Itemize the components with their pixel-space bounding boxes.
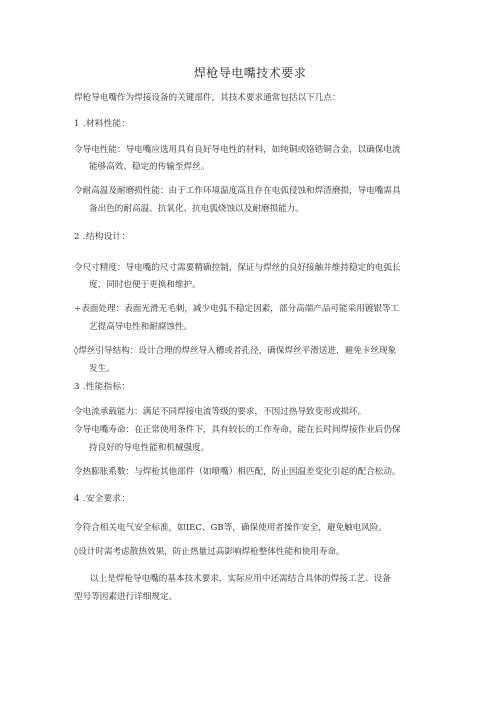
section-2-heading: 2 .结构设计： <box>74 232 131 242</box>
section-1-item-2-line-2: 备出色的耐高温、抗氧化、抗电弧烧蚀以及耐磨损能力。 <box>89 204 304 214</box>
section-2-item-1-line-1: 令尺寸精度：导电嘴的尺寸需要精确控制，保证与焊丝的良好接触并维持稳定的电弧长 <box>74 263 401 273</box>
document-title: 焊枪导电嘴技术要求 <box>193 66 307 80</box>
closing-line-2: 型号等因素进行详细规定。 <box>74 592 178 602</box>
section-3-heading: 3 .性能指标： <box>74 382 131 392</box>
section-2-item-2-line-1: ÷表面处理：表面光滑无毛刺，减少电弧不稳定因素，部分高端产品可能采用镀银等工 <box>74 304 400 314</box>
section-2-item-1-line-2: 度，同时也便于更换和维护。 <box>89 280 201 290</box>
section-4-item-1-line-1: 令符合相关电气安全标准，如IEC、GB等，确保使用者操作安全，避免触电风险。 <box>74 523 388 533</box>
closing-line-1: 以上是焊枪导电嘴的基本技术要求，实际应用中还需结合具体的焊接工艺、设备 <box>90 574 391 584</box>
section-4-heading: 4 .安全要求： <box>74 494 131 504</box>
section-1-heading: 1 .材料性能： <box>74 119 131 129</box>
section-3-item-1-line-1: 令电流承载能力：满足不同焊接电流等级的要求，不因过热导致变形或损坏。 <box>74 407 367 417</box>
intro-text: 焊枪导电嘴作为焊接设备的关键部件，其技术要求通常包括以下几点： <box>74 93 341 103</box>
section-1-item-1-line-2: 能够高效、稳定的传输至焊丝。 <box>89 162 210 172</box>
section-2-item-3-line-1: ◊焊丝引导结构：设计合理的焊丝导入槽或者孔径，确保焊丝平滑送进，避免卡丝现象 <box>74 346 397 356</box>
section-1-item-2-line-1: 令耐高温及耐磨损性能：由于工作环境温度高且存在电弧侵蚀和焊渣磨损，导电嘴需具 <box>74 186 401 196</box>
section-3-item-3-line-1: 令热膨胀系数：与焊枪其他部件（如喷嘴）相匹配，防止因温差变化引起的配合松动。 <box>74 467 401 477</box>
section-3-item-2-line-1: 令导电嘴寿命：在正常使用条件下，具有较长的工作寿命，能在长时间焊接作业后仍保 <box>74 425 401 435</box>
section-3-item-2-line-2: 持良好的导电性能和机械强度。 <box>89 443 210 453</box>
section-2-item-2-line-2: 艺提高导电性和耐腐蚀性。 <box>89 322 193 332</box>
section-1-item-1-line-1: 令导电性能：导电嘴应选用具有良好导电性的材料，如纯铜或铬锆铜合金，以确保电流 <box>74 145 401 155</box>
section-4-item-2-line-1: ◊设计时需考虑散热效果，防止热量过高影响焊枪整体性能和使用寿命。 <box>74 547 345 557</box>
section-2-item-3-line-2: 发生。 <box>89 364 115 374</box>
